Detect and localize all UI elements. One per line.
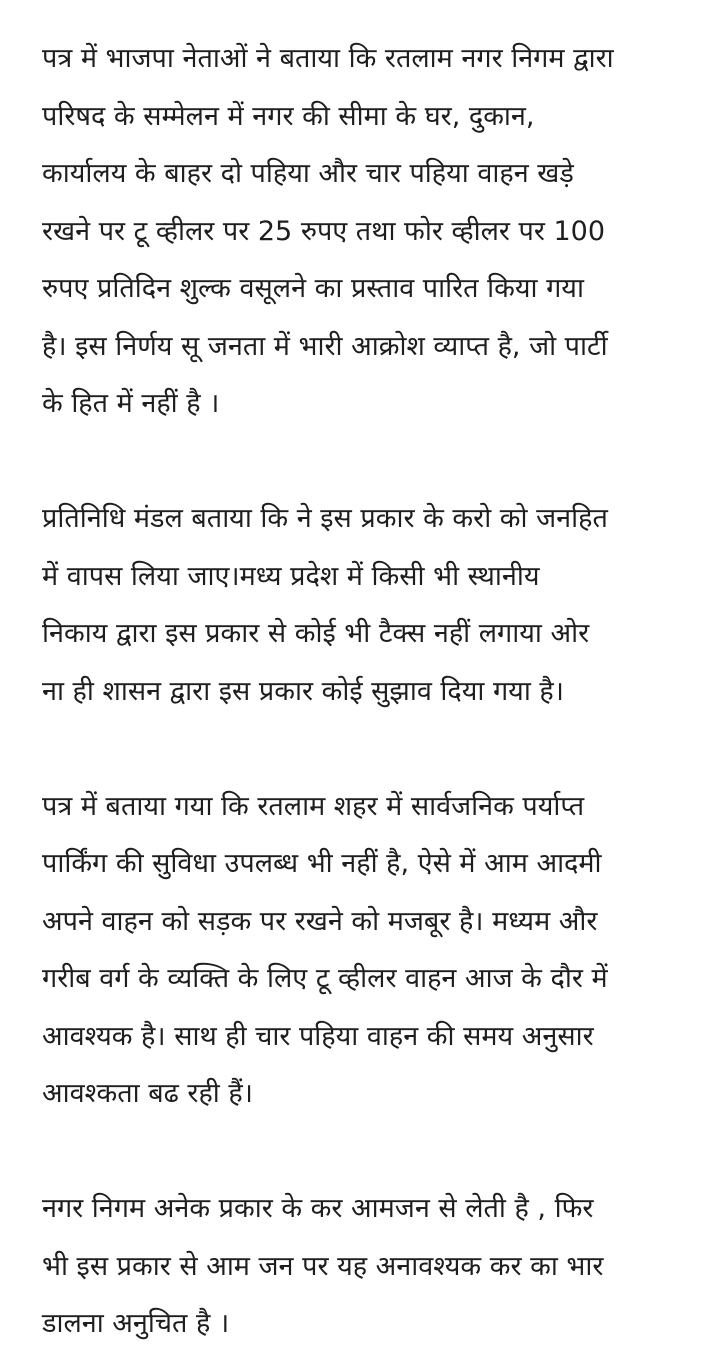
- paragraph-1: [42, 30, 692, 433]
- text-line: आवश्कता बढ रही हैं।: [42, 1078, 253, 1109]
- text-line: रखने पर टू व्हीलर पर 25 रुपए तथा फोर व्हीलर पर 100: [42, 215, 606, 247]
- paragraph-2: [42, 490, 692, 720]
- paragraph-spacer: [42, 1123, 692, 1181]
- paragraph-3: [42, 778, 692, 1123]
- text-line: गरीब वर्ग के व्यक्ति के लिए टू व्हीलर वाहन आज के दौर में: [42, 963, 608, 994]
- text-line: परिषद के सम्मेलन में नगर की सीमा के घर, दुकान,: [42, 100, 535, 132]
- text-line: पार्किंग की सुविधा उपलब्ध भी नहीं है, ऐसे में आम आदमी: [42, 848, 602, 879]
- text-line: रुपए प्रतिदिन शुल्क वसूलने का प्रस्ताव पारित किया गया: [42, 273, 584, 304]
- text-line: डालना अनुचित है ।: [42, 1308, 230, 1339]
- text-line: नगर निगम अनेक प्रकार के कर आमजन से लेती है , फिर: [42, 1193, 594, 1224]
- text-line: अपने वाहन को सड़क पर रखने को मजबूर है। मध्यम और: [42, 905, 598, 937]
- article-body: [42, 30, 692, 1353]
- text-line: के हित में नहीं है ।: [42, 388, 220, 419]
- text-line: ना ही शासन द्वारा इस प्रकार कोई सुझाव दिया गया है।: [42, 675, 564, 707]
- text-line: प्रतिनिधि मंडल बताया कि ने इस प्रकार के करो को जनहित: [42, 503, 608, 534]
- text-line: पत्र में बताया गया कि रतलाम शहर में सार्वजनिक पर्याप्त: [42, 790, 585, 822]
- text-line: पत्र में भाजपा नेताओं ने बताया कि रतलाम नगर निगम द्वारा: [42, 43, 614, 74]
- text-line: आवश्यक है। साथ ही चार पहिया वाहन की समय अनुसार: [42, 1020, 594, 1052]
- text-line: है। इस निर्णय सू जनता में भारी आक्रोश व्याप्त है, जो पार्टी: [42, 330, 608, 362]
- paragraph-4: [42, 1180, 692, 1353]
- paragraph-spacer: [42, 720, 692, 778]
- text-line: निकाय द्वारा इस प्रकार से कोई भी टैक्स नहीं लगाया ओर: [42, 618, 590, 649]
- text-line: भी इस प्रकार से आम जन पर यह अनावश्यक कर का भार: [42, 1250, 604, 1282]
- text-line: में वापस लिया जाए।मध्य प्रदेश में किसी भी स्थानीय: [42, 560, 540, 592]
- text-line: कार्यालय के बाहर दो पहिया और चार पहिया वाहन खड़े: [42, 158, 574, 189]
- paragraph-spacer: [42, 433, 692, 491]
